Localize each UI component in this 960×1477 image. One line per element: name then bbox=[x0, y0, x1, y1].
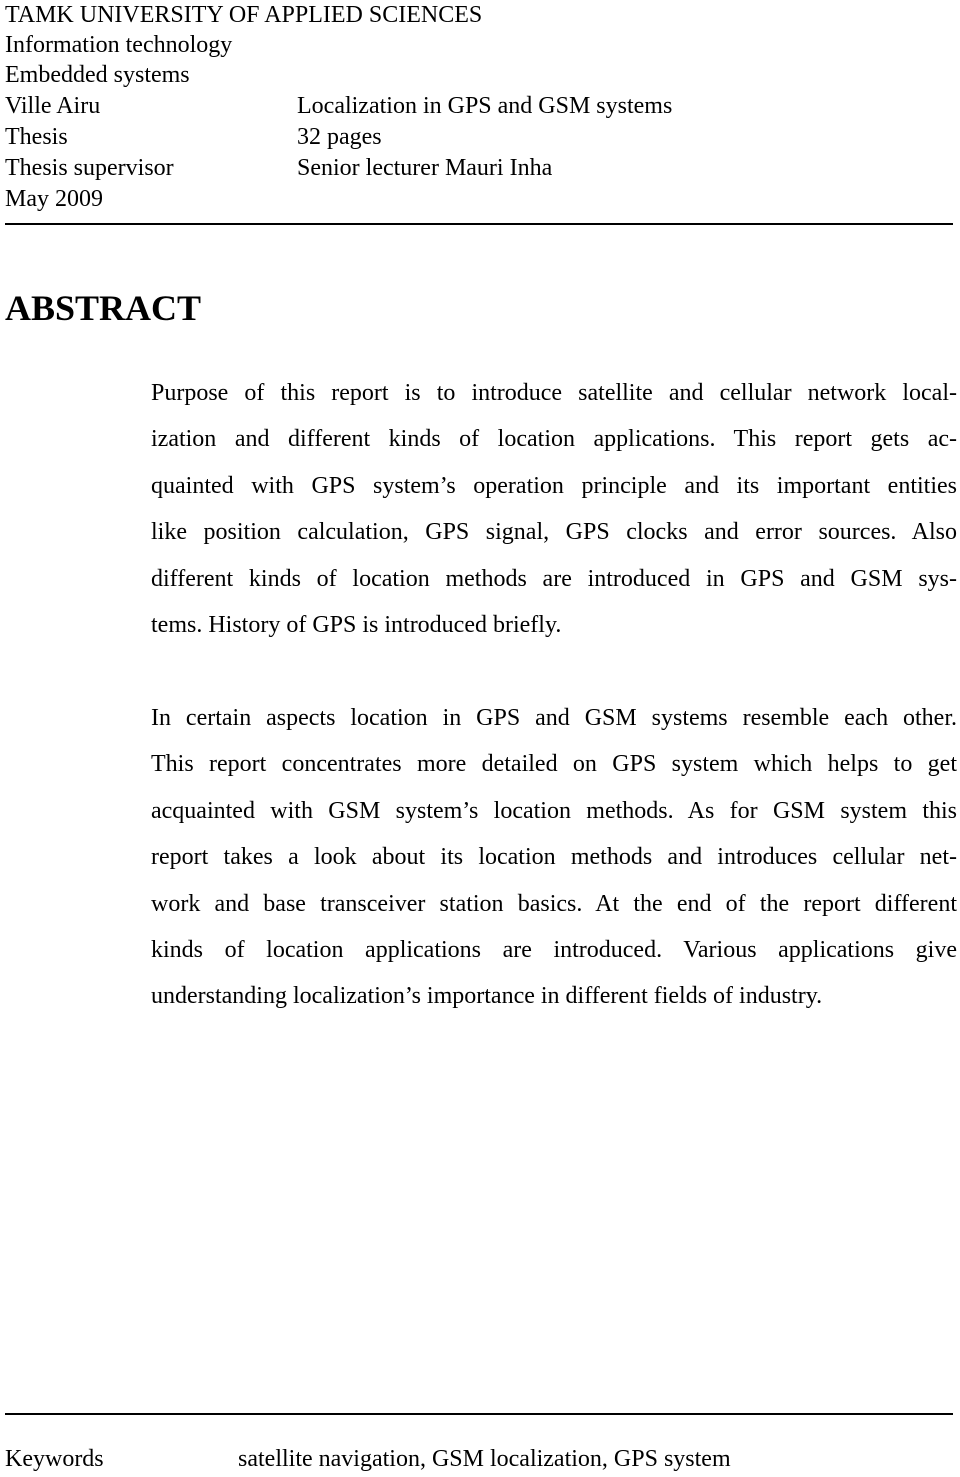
degree-programme: Information technology bbox=[5, 32, 233, 58]
page-count: 32 pages bbox=[297, 124, 382, 150]
keywords-label: Keywords bbox=[5, 1446, 104, 1472]
institution-name: TAMK UNIVERSITY OF APPLIED SCIENCES bbox=[5, 2, 483, 28]
supervisor-name: Senior lecturer Mauri Inha bbox=[297, 155, 553, 181]
paragraph-line: ization and different kinds of location applications. This report gets ac- bbox=[151, 426, 957, 452]
paragraph-line: acquainted with GSM system’s location methods. As for GSM system this bbox=[151, 798, 957, 824]
paragraph-line: tems. History of GPS is introduced briefly. bbox=[151, 612, 562, 638]
footer-divider bbox=[5, 1413, 953, 1415]
paragraph-line: like position calculation, GPS signal, GPS clocks and error sources. Also bbox=[151, 519, 957, 545]
specialization: Embedded systems bbox=[5, 62, 190, 88]
paragraph-line: Purpose of this report is to introduce satellite and cellular network local- bbox=[151, 380, 957, 406]
paragraph-line: work and base transceiver station basics. At the end of the report different bbox=[151, 891, 957, 917]
thesis-title: Localization in GPS and GSM systems bbox=[297, 93, 673, 119]
publication-date: May 2009 bbox=[5, 186, 103, 212]
paragraph-line: different kinds of location methods are introduced in GPS and GSM sys- bbox=[151, 566, 957, 592]
document-type-label: Thesis bbox=[5, 124, 68, 150]
keywords-value: satellite navigation, GSM localization, GPS system bbox=[238, 1446, 731, 1472]
paragraph-line: This report concentrates more detailed on GPS system which helps to get bbox=[151, 751, 957, 777]
author-name: Ville Airu bbox=[5, 93, 101, 119]
header-divider bbox=[5, 223, 953, 225]
paragraph-line: In certain aspects location in GPS and GSM systems resemble each other. bbox=[151, 705, 957, 731]
supervisor-label: Thesis supervisor bbox=[5, 155, 174, 181]
paragraph-line: understanding localization’s importance in different fields of industry. bbox=[151, 983, 823, 1009]
paragraph-line: quainted with GPS system’s operation principle and its important entities bbox=[151, 473, 957, 499]
paragraph-line: report takes a look about its location methods and introduces cellular net- bbox=[151, 844, 957, 870]
abstract-heading: ABSTRACT bbox=[5, 288, 202, 328]
paragraph-line: kinds of location applications are introduced. Various applications give bbox=[151, 937, 957, 963]
